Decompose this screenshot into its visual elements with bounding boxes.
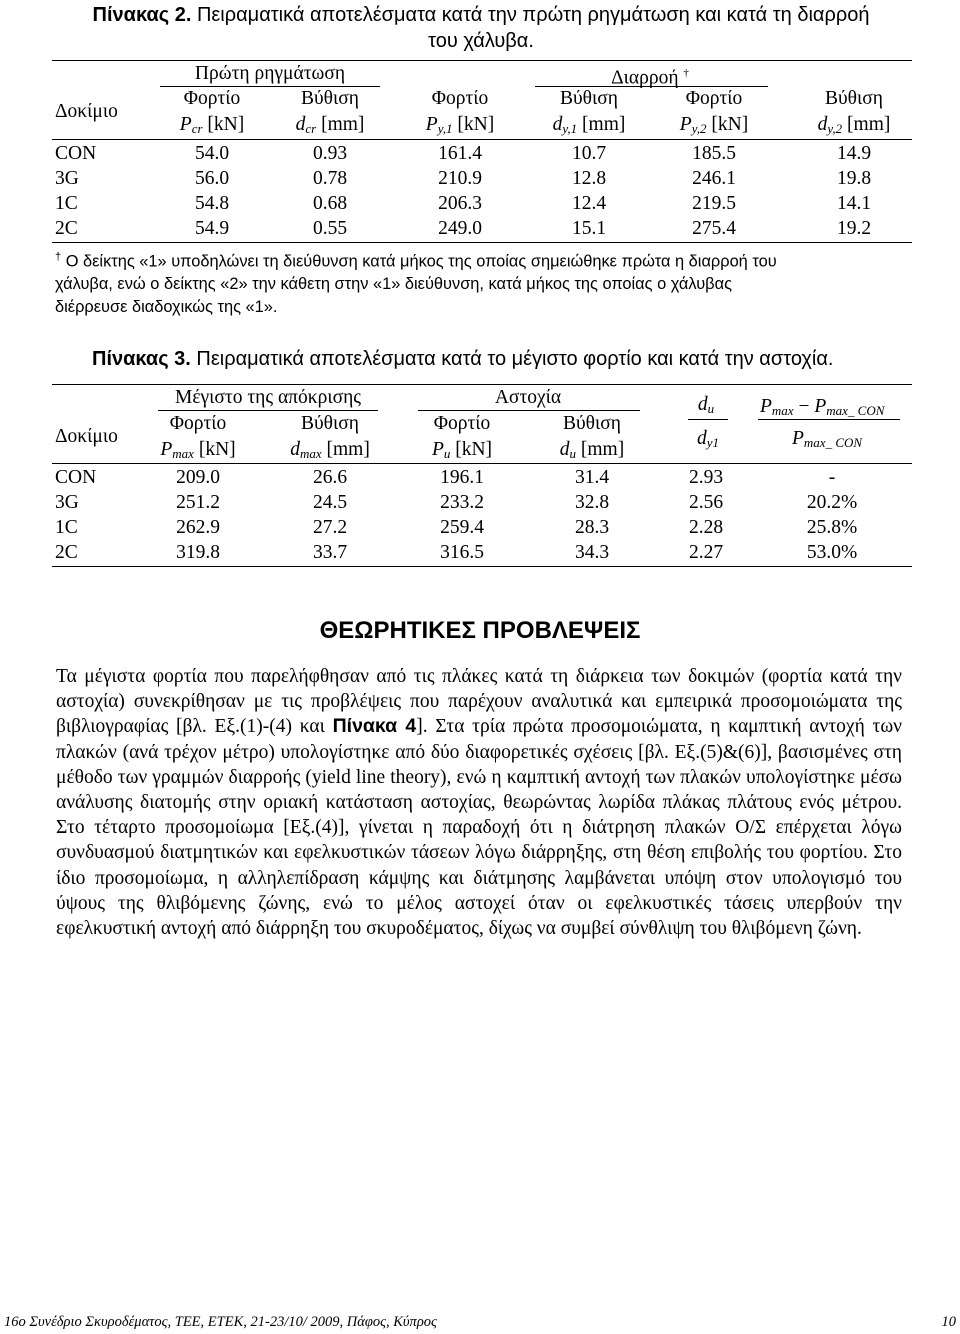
- table2-cell-d-y2: 19.8: [836, 168, 872, 189]
- table3-col-pmax-label: Φορτίο: [169, 413, 227, 434]
- table2-cell-specimen: 2C: [55, 218, 78, 239]
- table2-group-yield-label: Διαρροή: [611, 67, 679, 89]
- table3-bottom-rule: [52, 566, 912, 567]
- table2-cell-p-y2: 219.5: [692, 193, 736, 214]
- table3-ratio-numerator: $d_u$: [697, 394, 715, 416]
- table3-cell-d-max: 27.2: [312, 517, 348, 538]
- table2-cell-p-y1: 210.9: [438, 168, 482, 189]
- table3-cell-p-max: 251.2: [176, 492, 220, 513]
- table3-cell-increase: 25.8%: [806, 517, 858, 538]
- table3-cell-p-max: 319.8: [176, 542, 220, 563]
- table2-dagger: †: [683, 67, 689, 79]
- table2-col-pcr-symbol: $P_{cr}$ [kN]: [179, 114, 245, 136]
- table3-caption-text: Πειραματικά αποτελέσματα κατά το μέγιστο φορτίο και κατά την αστοχία.: [196, 348, 834, 370]
- table3-increase-numerator: $P_{max} - P_{max\_ CON}$: [760, 396, 885, 418]
- table3-cell-increase: 20.2%: [806, 492, 858, 513]
- table2-cell-p-y1: 161.4: [438, 143, 482, 164]
- table2-col-py2-symbol: $P_{y,2}$ [kN]: [679, 114, 749, 136]
- table3-increase-fraction-bar: [758, 419, 900, 420]
- table2-cell-d-y1: 12.8: [571, 168, 607, 189]
- table2-cell-d-cr: 0.78: [312, 168, 348, 189]
- table2-cell-p-cr: 54.0: [194, 143, 230, 164]
- table2-cell-d-y2: 14.9: [836, 143, 872, 164]
- table3-ratio-denominator: $d_{y1}$: [696, 428, 720, 450]
- table3: [0, 0, 960, 600]
- table3-col-dmax-symbol: $d_{max}$ [mm]: [290, 439, 370, 461]
- table3-group-rule-failure: [418, 410, 640, 411]
- page-number: 10: [941, 1314, 956, 1330]
- table2-cell-d-cr: 0.93: [312, 143, 348, 164]
- section-paragraph-part2: ]. Στα τρία πρώτα προσομοιώματα, η καμπτική αντοχή των πλακών (ανά τρέχον μέτρο) υπολογίστηκε από δύο διαφορετικές σχέσεις [βλ. Εξ.(5)&(6)], βασισμένες στη μέθοδο των γραμμών διαρροής (yield line theory), ενώ η καμπτική αντοχή των πλακών υπολογίστηκε μέσω ανάλυσης διατομής στην οριακή κατάσταση αστοχίας, θεωρώντας λωρίδα πλάκας πλάτους ενός μέτρου. Στο τέταρτο προσομοίωμα [Εξ.(4)], γίνεται η παραδοχή ότι η διάτρηση πλακών Ο/Σ επέρχεται λόγω συνδυασμού διατμητικών και εφελκυστικών τάσεων λόγω διάρρηξης, στη θέση επιβολής του φορτίου. Στο ίδιο προσομοίωμα, η αλληλεπίδραση κάμψης και διάτμησης λαμβάνεται υπόψη στον υπολογισμό του ύψους της θλιβόμενης ζώνης, ενώ το μέλος αστοχεί όταν οι εφελκυστικές τάσεις υπερβούν την εφελκυστική αντοχή από διάρρηξη του σκυροδέματος, δίχως να συμβεί σύνθλιψη του θλιβόμενη ζώνη.: [56, 716, 902, 940]
- table3-increase-denominator: $P_{max\_ CON}$: [792, 428, 863, 450]
- section-paragraph-part1: Τα μέγιστα φορτία που παρελήφθησαν από τις πλάκες κατά τη διάρκεια των δοκιμών (φορτία κατά την αστοχία) συνεκρίθησαν με τις προβλέψεις που παρέχουν αναλυτικά και εμπειρικά προσομοιώματα της βιβλιογραφίας [βλ. Εξ.(1)-(4) και: [56, 666, 902, 738]
- table2-cell-specimen: 3G: [55, 168, 79, 189]
- table2-cell-d-y1: 15.1: [571, 218, 607, 239]
- section-paragraph: [56, 664, 902, 941]
- table2-cell-p-cr: 54.9: [194, 218, 230, 239]
- table3-col-pmax-symbol: $P_{max}$ [kN]: [160, 439, 236, 461]
- table2-cell-p-y1: 249.0: [438, 218, 482, 239]
- table3-group-rule-max: [158, 410, 378, 411]
- table2-caption-text-line2: του χάλυβα.: [428, 30, 534, 52]
- table3-top-rule: [52, 384, 912, 385]
- table2-cell-d-cr: 0.68: [312, 193, 348, 214]
- table2-col-py2-label: Φορτίο: [685, 88, 743, 109]
- table3-cell-ratio: 2.93: [688, 467, 724, 488]
- table3-cell-p-u: 316.5: [440, 542, 484, 563]
- table3-col-pu-label: Φορτίο: [433, 413, 491, 434]
- table2-cell-d-y1: 10.7: [571, 143, 607, 164]
- table3-col-du-symbol: $d_u$ [mm]: [559, 439, 625, 461]
- table2-footnote-dagger: †: [55, 251, 62, 263]
- table2-col-dy1-label: Βύθιση: [560, 88, 618, 109]
- table2-footnote-line2: χάλυβα, ενώ ο δείκτης «2» την κάθετη στην «1» διεύθυνση, κατά μήκος της οποίας ο χάλυβας: [55, 275, 732, 294]
- table2-col-dcr-label: Βύθιση: [301, 88, 359, 109]
- table3-header-rule: [52, 463, 912, 464]
- section-paragraph-bold-ref: Πίνακα 4: [332, 715, 417, 738]
- table2-col-specimen: Δοκίμιο: [55, 101, 118, 122]
- table2-cell-p-cr: 56.0: [194, 168, 230, 189]
- table3-cell-increase: 53.0%: [806, 542, 858, 563]
- table2-cell-p-cr: 54.8: [194, 193, 230, 214]
- table2-col-py1-symbol: $P_{y,1}$ [kN]: [425, 114, 495, 136]
- table3-cell-d-max: 26.6: [312, 467, 348, 488]
- table3-col-dmax-label: Βύθιση: [301, 413, 359, 434]
- table3-cell-d-max: 24.5: [312, 492, 348, 513]
- table2-col-dy2-label: Βύθιση: [825, 88, 883, 109]
- table3-group-failure: Αστοχία: [494, 387, 562, 408]
- table3-col-specimen: Δοκίμιο: [55, 426, 118, 447]
- table3-caption-label: Πίνακας 3.: [92, 348, 191, 370]
- table2-cell-p-y2: 246.1: [692, 168, 736, 189]
- table3-cell-p-u: 233.2: [440, 492, 484, 513]
- table3-cell-ratio: 2.56: [688, 492, 724, 513]
- table2-col-pcr-label: Φορτίο: [183, 88, 241, 109]
- table2-footnote-line1: Ο δείκτης «1» υποδηλώνει τη διεύθυνση κατά μήκος της οποίας σημειώθηκε πρώτα η διαρροή του: [65, 252, 777, 271]
- table3-cell-specimen: 3G: [55, 492, 79, 513]
- table3-cell-ratio: 2.27: [688, 542, 724, 563]
- table2-cell-p-y1: 206.3: [438, 193, 482, 214]
- table3-cell-increase: -: [828, 467, 836, 488]
- table3-cell-d-max: 33.7: [312, 542, 348, 563]
- table3-cell-d-u: 34.3: [574, 542, 610, 563]
- table2-cell-d-y1: 12.4: [571, 193, 607, 214]
- table2-footnote-line3: διέρρευσε διαδοχικώς της «1».: [55, 298, 278, 317]
- table3-group-max: Μέγιστο της απόκρισης: [174, 387, 362, 408]
- table3-cell-specimen: 2C: [55, 542, 78, 563]
- table3-cell-specimen: 1C: [55, 517, 78, 538]
- table2-caption-text: Πειραματικά αποτελέσματα κατά την πρώτη ρηγμάτωση και κατά τη διαρροή: [196, 4, 870, 26]
- table3-ratio-fraction-bar: [688, 419, 728, 420]
- table2-group-first-crack: Πρώτη ρηγμάτωση: [194, 63, 346, 84]
- table3-cell-p-u: 196.1: [440, 467, 484, 488]
- table3-cell-specimen: CON: [55, 467, 97, 488]
- table2-cell-specimen: CON: [55, 143, 97, 164]
- table3-cell-p-max: 209.0: [176, 467, 220, 488]
- table2-cell-p-y2: 275.4: [692, 218, 736, 239]
- table2-cell-d-y2: 14.1: [836, 193, 872, 214]
- table2-col-py1-label: Φορτίο: [431, 88, 489, 109]
- table3-cell-d-u: 32.8: [574, 492, 610, 513]
- table2-cell-d-cr: 0.55: [312, 218, 348, 239]
- table2-cell-specimen: 1C: [55, 193, 78, 214]
- footer-text: 16ο Συνέδριο Σκυροδέματος, ΤΕΕ, ΕΤΕΚ, 21-23/10/ 2009, Πάφος, Κύπρος: [4, 1314, 437, 1330]
- table3-cell-ratio: 2.28: [688, 517, 724, 538]
- table3-cell-d-u: 28.3: [574, 517, 610, 538]
- table3-col-pu-symbol: $P_u$ [kN]: [431, 439, 493, 461]
- table2-col-dy1-symbol: $d_{y,1}$ [mm]: [552, 114, 626, 136]
- table3-col-du-label: Βύθιση: [563, 413, 621, 434]
- section-heading: ΘΕΩΡΗΤΙΚΕΣ ΠΡΟΒΛΕΨΕΙΣ: [319, 617, 641, 644]
- table2-col-dy2-symbol: $d_{y,2}$ [mm]: [817, 114, 891, 136]
- table3-cell-p-max: 262.9: [176, 517, 220, 538]
- table2-caption-label: Πίνακας 2.: [92, 4, 192, 26]
- table2-cell-p-y2: 185.5: [692, 143, 736, 164]
- table2-col-dcr-symbol: $d_{cr}$ [mm]: [295, 114, 365, 136]
- table2-cell-d-y2: 19.2: [836, 218, 872, 239]
- table3-cell-d-u: 31.4: [574, 467, 610, 488]
- table3-cell-p-u: 259.4: [440, 517, 484, 538]
